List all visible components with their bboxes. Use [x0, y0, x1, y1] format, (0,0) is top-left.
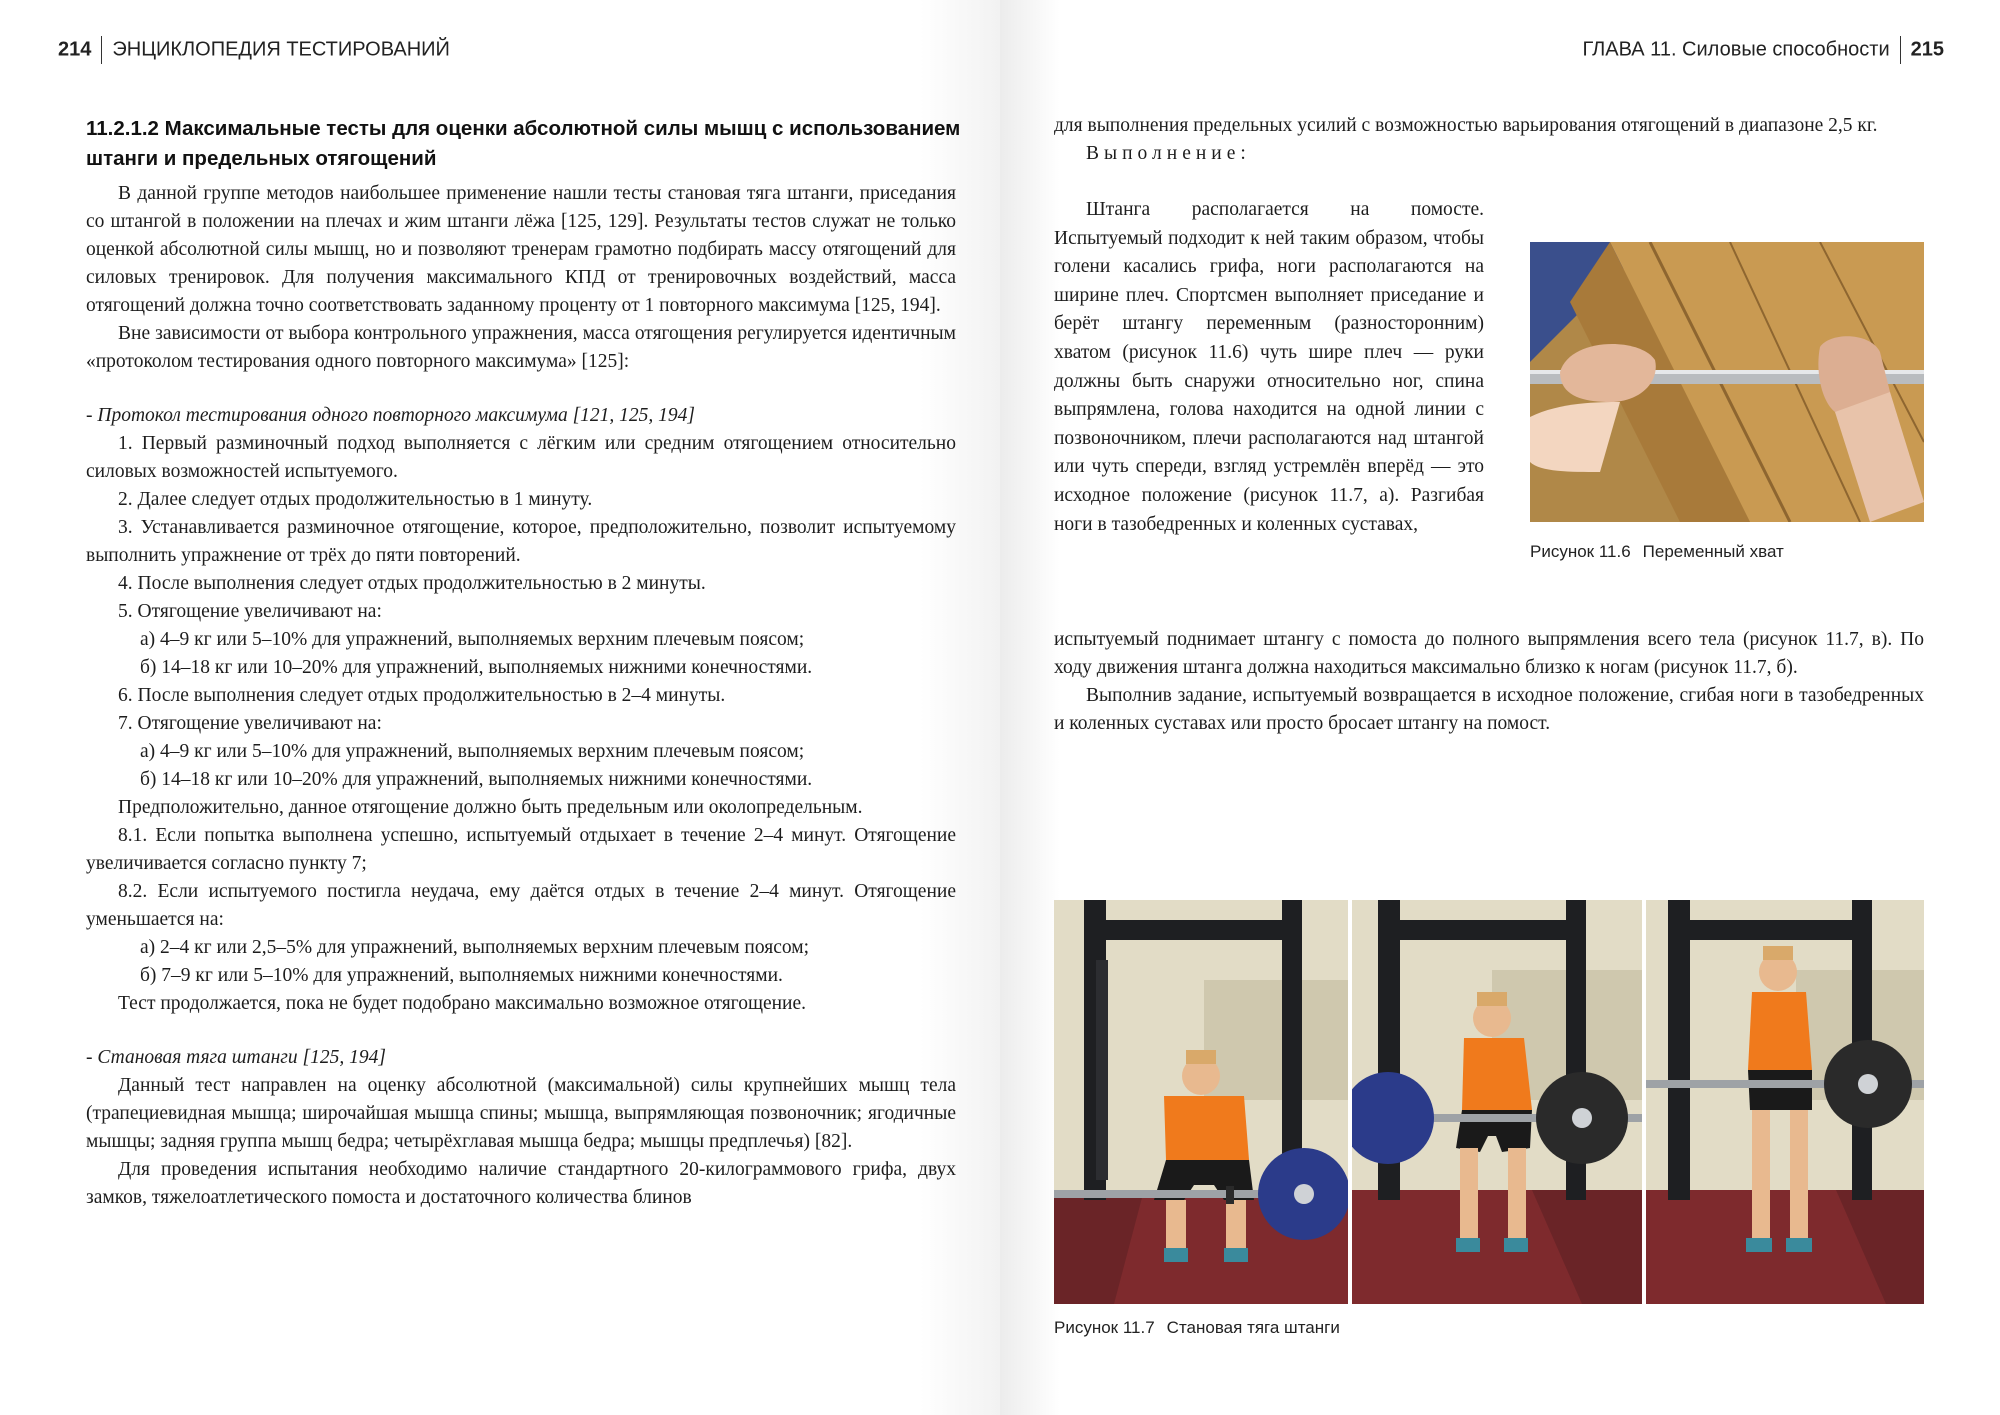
figure-11-6-photo — [1530, 242, 1924, 522]
figure-11-7-title: Становая тяга штанги — [1166, 1318, 1340, 1337]
running-head-right — [1582, 36, 1944, 64]
protocol-title: - Протокол тестирования одного повторного максимума [121, 125, 194] — [86, 405, 696, 426]
left-column-text — [86, 180, 956, 1212]
protocol-note: Предположительно, данное отягощение должно быть предельным или околопредельным. — [118, 797, 863, 818]
protocol-step-6: 6. После выполнения следует отдых продолжительностью в 2–4 минуты. — [118, 685, 726, 706]
figure-11-7-label: Рисунок 11.7 — [1054, 1318, 1155, 1337]
execution-text-narrow: Штанга располагается на помосте. Испытуемый подходит к ней таким образом, чтобы голени касались грифа, ноги располагаются на ширине плеч. Спортсмен выполняет приседание и берёт штангу переменным (разносторонним) хватом (рисунок 11.6) чуть шире плеч — руки должны быть снаружи относительно ног, спина выпрямлена, голова находится на одной линии с позвоночником, плечи располагаются над штангой или чуть спереди, взгляд устремлён вперёд — это исходное положение (рисунок 11.7, а). Разгибая ноги в тазобедренных и коленных суставах, — [1054, 199, 1484, 535]
section-heading: 11.2.1.2 Максимальные тесты для оценки абсолютной силы мышц с использованием штанги и предельных отягощений — [86, 117, 961, 170]
continuation-paragraph — [1054, 112, 1924, 168]
figure-11-7a-photo — [1054, 900, 1348, 1304]
figure-11-6-title: Переменный хват — [1642, 542, 1784, 561]
protocol-step-8-2: 8.2. Если испытуемого постигла неудача, ему даётся отдых в течение 2–4 минут. Отягощение уменьшается на: — [86, 881, 956, 930]
protocol-end: Тест продолжается, пока не будет подобрано максимально возможное отягощение. — [118, 993, 807, 1014]
protocol-step-1: 1. Первый разминочный подход выполняется с лёгким или средним отягощением относительно силовых возможностей испытуемого. — [86, 433, 956, 482]
protocol-step-8-2a: а) 2–4 кг или 2,5–5% для упражнений, выполняемых верхним плечевым поясом; — [140, 937, 809, 958]
execution-label: Выполнение: — [1086, 143, 1251, 164]
protocol-step-7a: а) 4–9 кг или 5–10% для упражнений, выполняемых верхним плечевым поясом; — [140, 741, 805, 762]
protocol-step-8-2b: б) 7–9 кг или 5–10% для упражнений, выполняемых нижними конечностями. — [140, 965, 783, 986]
protocol-step-5a: а) 4–9 кг или 5–10% для упражнений, выполняемых верхним плечевым поясом; — [140, 629, 805, 650]
deadlift-title: - Становая тяга штанги [125, 194] — [86, 1047, 386, 1068]
protocol-step-7: 7. Отягощение увеличивают на: — [118, 713, 382, 734]
execution-full-column — [1054, 626, 1924, 738]
protocol-step-3: 3. Устанавливается разминочное отягощение, которое, предположительно, позволит испытуемому выполнить упражнение от трёх до пяти повторений. — [86, 517, 956, 566]
figure-11-6-caption — [1530, 542, 1784, 562]
running-head-left — [58, 36, 450, 64]
protocol-step-7b: б) 14–18 кг или 10–20% для упражнений, выполняемых нижними конечностями. — [140, 769, 813, 790]
continuation-text: для выполнения предельных усилий с возможностью варьирования отягощений в диапазоне 2,5 кг. — [1054, 115, 1878, 136]
running-head-title-left: ЭНЦИКЛОПЕДИЯ ТЕСТИРОВАНИЙ — [112, 38, 450, 61]
running-head-title-right: ГЛАВА 11. Силовые способности — [1582, 38, 1890, 61]
final-paragraph: Выполнив задание, испытуемый возвращается в исходное положение, сгибая ноги в тазобедренных и коленных суставах или просто бросает штангу на помост. — [1054, 685, 1924, 734]
page-number-left: 214 — [58, 38, 92, 61]
protocol-step-4: 4. После выполнения следует отдых продолжительностью в 2 минуты. — [118, 573, 706, 594]
intro-paragraph: В данной группе методов наибольшее применение нашли тесты становая тяга штанги, приседания со штангой в положении на плечах и жим штанги лёжа [125, 129]. Результаты тестов служат не только оценкой абсолютной силы мышц, но и позволяют тренерам грамотно подбирать массу отягощений для силовых тренировок. Для получения максимального КПД от тренировочных воздействий, масса отягощений должна точно соответствовать заданному проценту от 1 повторного максимума [125, 194]. — [86, 183, 956, 316]
intro-paragraph-2: Вне зависимости от выбора контрольного упражнения, масса отягощения регулируется идентичным «протоколом тестирования одного повторного максимума» [125]: — [86, 323, 956, 372]
protocol-step-5: 5. Отягощение увеличивают на: — [118, 601, 382, 622]
execution-narrow-column — [1054, 196, 1484, 539]
protocol-step-8-1: 8.1. Если попытка выполнена успешно, испытуемый отдыхает в течение 2–4 минут. Отягощение увеличивается согласно пункту 7; — [86, 825, 956, 874]
deadlift-paragraph-1: Данный тест направлен на оценку абсолютной (максимальной) силы крупнейших мышц тела (трапециевидная мышца; широчайшая мышца спины; мышца, выпрямляющая позвоночник; ягодичные мышцы; задняя группа мышц бедра; четырёхглавая мышца бедра; мышцы предплечья) [82]. — [86, 1075, 956, 1152]
figure-11-7b-photo — [1352, 900, 1642, 1304]
protocol-step-2: 2. Далее следует отдых продолжительностью в 1 минуту. — [118, 489, 593, 510]
protocol-step-5b: б) 14–18 кг или 10–20% для упражнений, выполняемых нижними конечностями. — [140, 657, 813, 678]
figure-11-6-label: Рисунок 11.6 — [1530, 542, 1631, 561]
deadlift-paragraph-2: Для проведения испытания необходимо наличие стандартного 20-килограммового грифа, двух замков, тяжелоатлетического помоста и достаточного количества блинов — [86, 1159, 956, 1208]
figure-11-7c-photo — [1646, 900, 1924, 1304]
execution-text-full: испытуемый поднимает штангу с помоста до полного выпрямления всего тела (рисунок 11.7, в). По ходу движения штанга должна находиться максимально близко к ногам (рисунок 11.7, б). — [1054, 629, 1924, 678]
figure-11-7-caption — [1054, 1318, 1340, 1338]
page-number-right: 215 — [1910, 38, 1944, 61]
